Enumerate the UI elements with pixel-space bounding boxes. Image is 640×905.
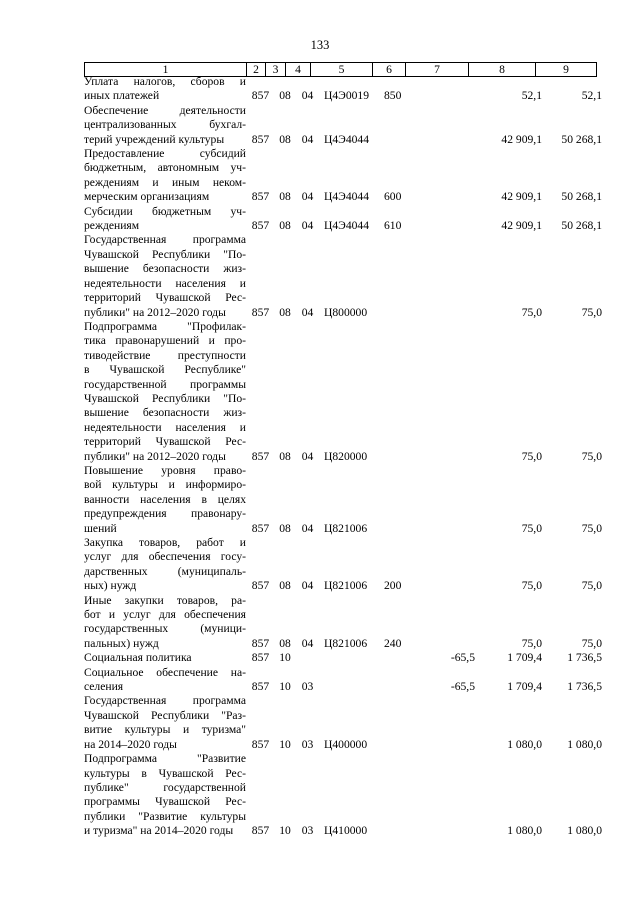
- row-name: [84, 233, 246, 319]
- row-name-line: территорий Чувашской Рес-: [84, 435, 246, 449]
- cell-c9: 50 268,1: [561, 190, 602, 204]
- row-name-line: программы Чувашской Рес-: [84, 795, 246, 809]
- table-row: [84, 233, 604, 319]
- cell-c2: 857: [251, 579, 270, 593]
- row-name-line: Социальное обеспечение на-: [84, 665, 246, 679]
- cell-c4: 04: [301, 579, 314, 593]
- cell-c5: Ц410000: [324, 824, 368, 838]
- row-name-line: Предоставление субсидий: [84, 147, 246, 161]
- row-name-line: Иные закупки товаров, ра-: [84, 593, 246, 607]
- cell-c6: 200: [384, 579, 402, 593]
- header-col-1: 1: [85, 63, 247, 77]
- cell-c2: 857: [251, 219, 270, 233]
- cell-c3: 08: [279, 219, 291, 233]
- row-name-line: бюджетным, автономным уч-: [84, 161, 246, 175]
- row-name: [84, 320, 246, 464]
- header-col-2: 2: [247, 63, 266, 77]
- table-row: [84, 320, 604, 464]
- row-name-line: публике" государственной: [84, 780, 246, 794]
- row-name-line: и туризма" на 2014–2020 годы: [84, 824, 234, 838]
- row-name-line: шений: [84, 521, 117, 535]
- cell-c4: 04: [301, 521, 314, 535]
- row-name-line: вой культуры и информиро-: [84, 478, 246, 492]
- row-name-line: недеятельности населения и: [84, 276, 246, 290]
- cell-c2: 857: [251, 824, 270, 838]
- table-row: [84, 752, 604, 838]
- row-name: [84, 694, 246, 752]
- cell-c5: Ц821006: [324, 521, 368, 535]
- cell-c3: 10: [279, 680, 291, 694]
- table-row: [84, 594, 604, 652]
- row-name-line: Закупка товаров, работ и: [84, 536, 246, 549]
- cell-c2: 857: [251, 132, 270, 146]
- table-row: [84, 75, 604, 104]
- row-name-line: Государственная программа: [84, 694, 246, 708]
- page-number: 133: [310, 38, 330, 52]
- row-name: [84, 752, 246, 838]
- cell-c6: 240: [384, 636, 402, 650]
- cell-c3: 08: [279, 89, 291, 103]
- cell-c9: 75,0: [581, 305, 602, 319]
- header-col-9: 9: [536, 63, 597, 77]
- cell-c7: -65,5: [450, 680, 475, 694]
- cell-c4: 04: [301, 190, 314, 204]
- row-name-line: пальных) нужд: [84, 636, 159, 650]
- row-name: [84, 75, 246, 104]
- cell-c2: 857: [251, 636, 270, 650]
- cell-c4: 04: [301, 449, 314, 463]
- cell-c8: 1 080,0: [507, 824, 542, 838]
- table-row: [84, 147, 604, 205]
- cell-c3: 10: [279, 737, 291, 751]
- cell-c3: 08: [279, 521, 291, 535]
- row-name-line: публики" на 2012–2020 годы: [84, 449, 226, 463]
- table-row: [84, 205, 604, 234]
- cell-c8: 52,1: [521, 89, 542, 103]
- cell-c4: 03: [301, 680, 314, 694]
- cell-c6: 850: [384, 89, 402, 103]
- cell-c8: 42 909,1: [501, 190, 542, 204]
- cell-c9: 52,1: [581, 89, 602, 103]
- table-row: [84, 104, 604, 147]
- row-name: [84, 205, 246, 234]
- row-name-line: Социальная политика: [84, 651, 192, 665]
- cell-c2: 857: [251, 449, 270, 463]
- cell-c5: Ц800000: [324, 305, 368, 319]
- cell-c4: 04: [301, 219, 314, 233]
- row-name-line: государственной программы: [84, 377, 246, 391]
- cell-c8: 75,0: [521, 579, 542, 593]
- cell-c4: 04: [301, 636, 314, 650]
- row-name: [84, 147, 246, 205]
- row-name: [84, 594, 246, 652]
- cell-c3: 08: [279, 449, 291, 463]
- header-col-5: 5: [311, 63, 373, 77]
- cell-c4: 04: [301, 89, 314, 103]
- table-row: [84, 536, 604, 594]
- cell-c3: 08: [279, 636, 291, 650]
- cell-c4: 03: [301, 824, 314, 838]
- row-name-line: реждениям: [84, 219, 140, 233]
- cell-c5: Ц4Э4044: [324, 132, 370, 146]
- cell-c9: 50 268,1: [561, 219, 602, 233]
- row-name: [84, 104, 246, 147]
- row-name-line: витие культуры и туризма": [84, 723, 246, 737]
- cell-c9: 75,0: [581, 521, 602, 535]
- row-name: [84, 651, 246, 665]
- row-name-line: Государственная программа: [84, 233, 246, 247]
- row-name-line: недеятельности населения и: [84, 420, 246, 434]
- row-name-line: Субсидии бюджетным уч-: [84, 204, 246, 218]
- row-name-line: в Чувашской Республике": [84, 363, 246, 377]
- cell-c8: 75,0: [521, 305, 542, 319]
- row-name-line: иных платежей: [84, 89, 160, 103]
- row-name-line: Чувашской Республики "По-: [84, 247, 246, 261]
- row-name-line: публики" на 2012–2020 годы: [84, 305, 226, 319]
- row-name-line: селения: [84, 680, 124, 694]
- cell-c8: 42 909,1: [501, 219, 542, 233]
- table-row: [84, 651, 604, 665]
- row-name-line: ванности населения в целях: [84, 492, 246, 506]
- cell-c9: 1 080,0: [567, 737, 602, 751]
- row-name-line: публики "Развитие культуры: [84, 809, 246, 823]
- row-name-line: терий учреждений культуры: [84, 132, 225, 146]
- cell-c2: 857: [251, 89, 270, 103]
- cell-c8: 1 709,4: [507, 680, 542, 694]
- cell-c9: 75,0: [581, 449, 602, 463]
- cell-c3: 08: [279, 190, 291, 204]
- row-name-line: Подпрограмма "Развитие: [84, 752, 246, 766]
- cell-c3: 10: [279, 824, 291, 838]
- table-row: [84, 694, 604, 752]
- row-name-line: тика правонарушений и про-: [84, 334, 246, 348]
- cell-c2: 857: [251, 737, 270, 751]
- cell-c9: 1 736,5: [567, 651, 602, 665]
- row-name-line: предупреждения правонару-: [84, 507, 246, 521]
- cell-c9: 75,0: [581, 579, 602, 593]
- header-col-7: 7: [406, 63, 469, 77]
- cell-c9: 50 268,1: [561, 132, 602, 146]
- row-name-line: вышение безопасности жиз-: [84, 262, 246, 276]
- row-name-line: Чувашской Республики "Раз-: [84, 708, 246, 722]
- row-name-line: мерческим организациям: [84, 190, 210, 204]
- cell-c3: 10: [279, 651, 291, 665]
- cell-c2: 857: [251, 521, 270, 535]
- header-col-6: 6: [373, 63, 406, 77]
- row-name: [84, 666, 246, 695]
- row-name-line: на 2014–2020 годы: [84, 737, 177, 751]
- cell-c3: 08: [279, 132, 291, 146]
- cell-c9: 1 080,0: [567, 824, 602, 838]
- cell-c6: 610: [384, 219, 402, 233]
- row-name-line: тиводействие преступности: [84, 348, 246, 362]
- cell-c5: Ц821006: [324, 636, 368, 650]
- cell-c2: 857: [251, 305, 270, 319]
- row-name-line: реждениям и иным неком-: [84, 175, 246, 189]
- header-col-3: 3: [266, 63, 286, 77]
- cell-c8: 1 709,4: [507, 651, 542, 665]
- cell-c3: 08: [279, 579, 291, 593]
- header-col-8: 8: [469, 63, 536, 77]
- row-name-line: Чувашской Республики "По-: [84, 391, 246, 405]
- row-name-line: Повышение уровня право-: [84, 463, 246, 477]
- row-name-line: дарственных (муниципаль-: [84, 564, 246, 578]
- cell-c2: 857: [251, 190, 270, 204]
- row-name-line: централизованных бухгал-: [84, 118, 246, 132]
- cell-c8: 1 080,0: [507, 737, 542, 751]
- cell-c7: -65,5: [450, 651, 475, 665]
- row-name-line: Уплата налогов, сборов и: [84, 75, 246, 88]
- header-col-4: 4: [286, 63, 311, 77]
- cell-c8: 75,0: [521, 521, 542, 535]
- row-name: [84, 536, 246, 594]
- cell-c9: 1 736,5: [567, 680, 602, 694]
- row-name-line: услуг для обеспечения госу-: [84, 550, 246, 564]
- cell-c4: 04: [301, 305, 314, 319]
- row-name-line: Обеспечение деятельности: [84, 103, 246, 117]
- row-name: [84, 464, 246, 536]
- row-name-line: вышение безопасности жиз-: [84, 406, 246, 420]
- cell-c4: 03: [301, 737, 314, 751]
- cell-c5: Ц821006: [324, 579, 368, 593]
- cell-c2: 857: [251, 651, 270, 665]
- row-name-line: государственных (муници-: [84, 622, 246, 636]
- cell-c5: Ц820000: [324, 449, 368, 463]
- cell-c8: 42 909,1: [501, 132, 542, 146]
- table-row: [84, 464, 604, 536]
- row-name-line: территорий Чувашской Рес-: [84, 291, 246, 305]
- cell-c6: 600: [384, 190, 402, 204]
- row-name-line: культуры в Чувашской Рес-: [84, 766, 246, 780]
- cell-c8: 75,0: [521, 449, 542, 463]
- table-row: [84, 666, 604, 695]
- table-body: [84, 75, 604, 839]
- row-name-line: ных) нужд: [84, 579, 137, 593]
- cell-c5: Ц4Э0019: [324, 89, 370, 103]
- cell-c5: Ц400000: [324, 737, 368, 751]
- cell-c2: 857: [251, 680, 270, 694]
- cell-c8: 75,0: [521, 636, 542, 650]
- cell-c3: 08: [279, 305, 291, 319]
- cell-c5: Ц4Э4044: [324, 219, 370, 233]
- cell-c4: 04: [301, 132, 314, 146]
- row-name-line: бот и услуг для обеспечения: [84, 608, 246, 622]
- cell-c9: 75,0: [581, 636, 602, 650]
- cell-c5: Ц4Э4044: [324, 190, 370, 204]
- row-name-line: Подпрограмма "Профилак-: [84, 319, 246, 333]
